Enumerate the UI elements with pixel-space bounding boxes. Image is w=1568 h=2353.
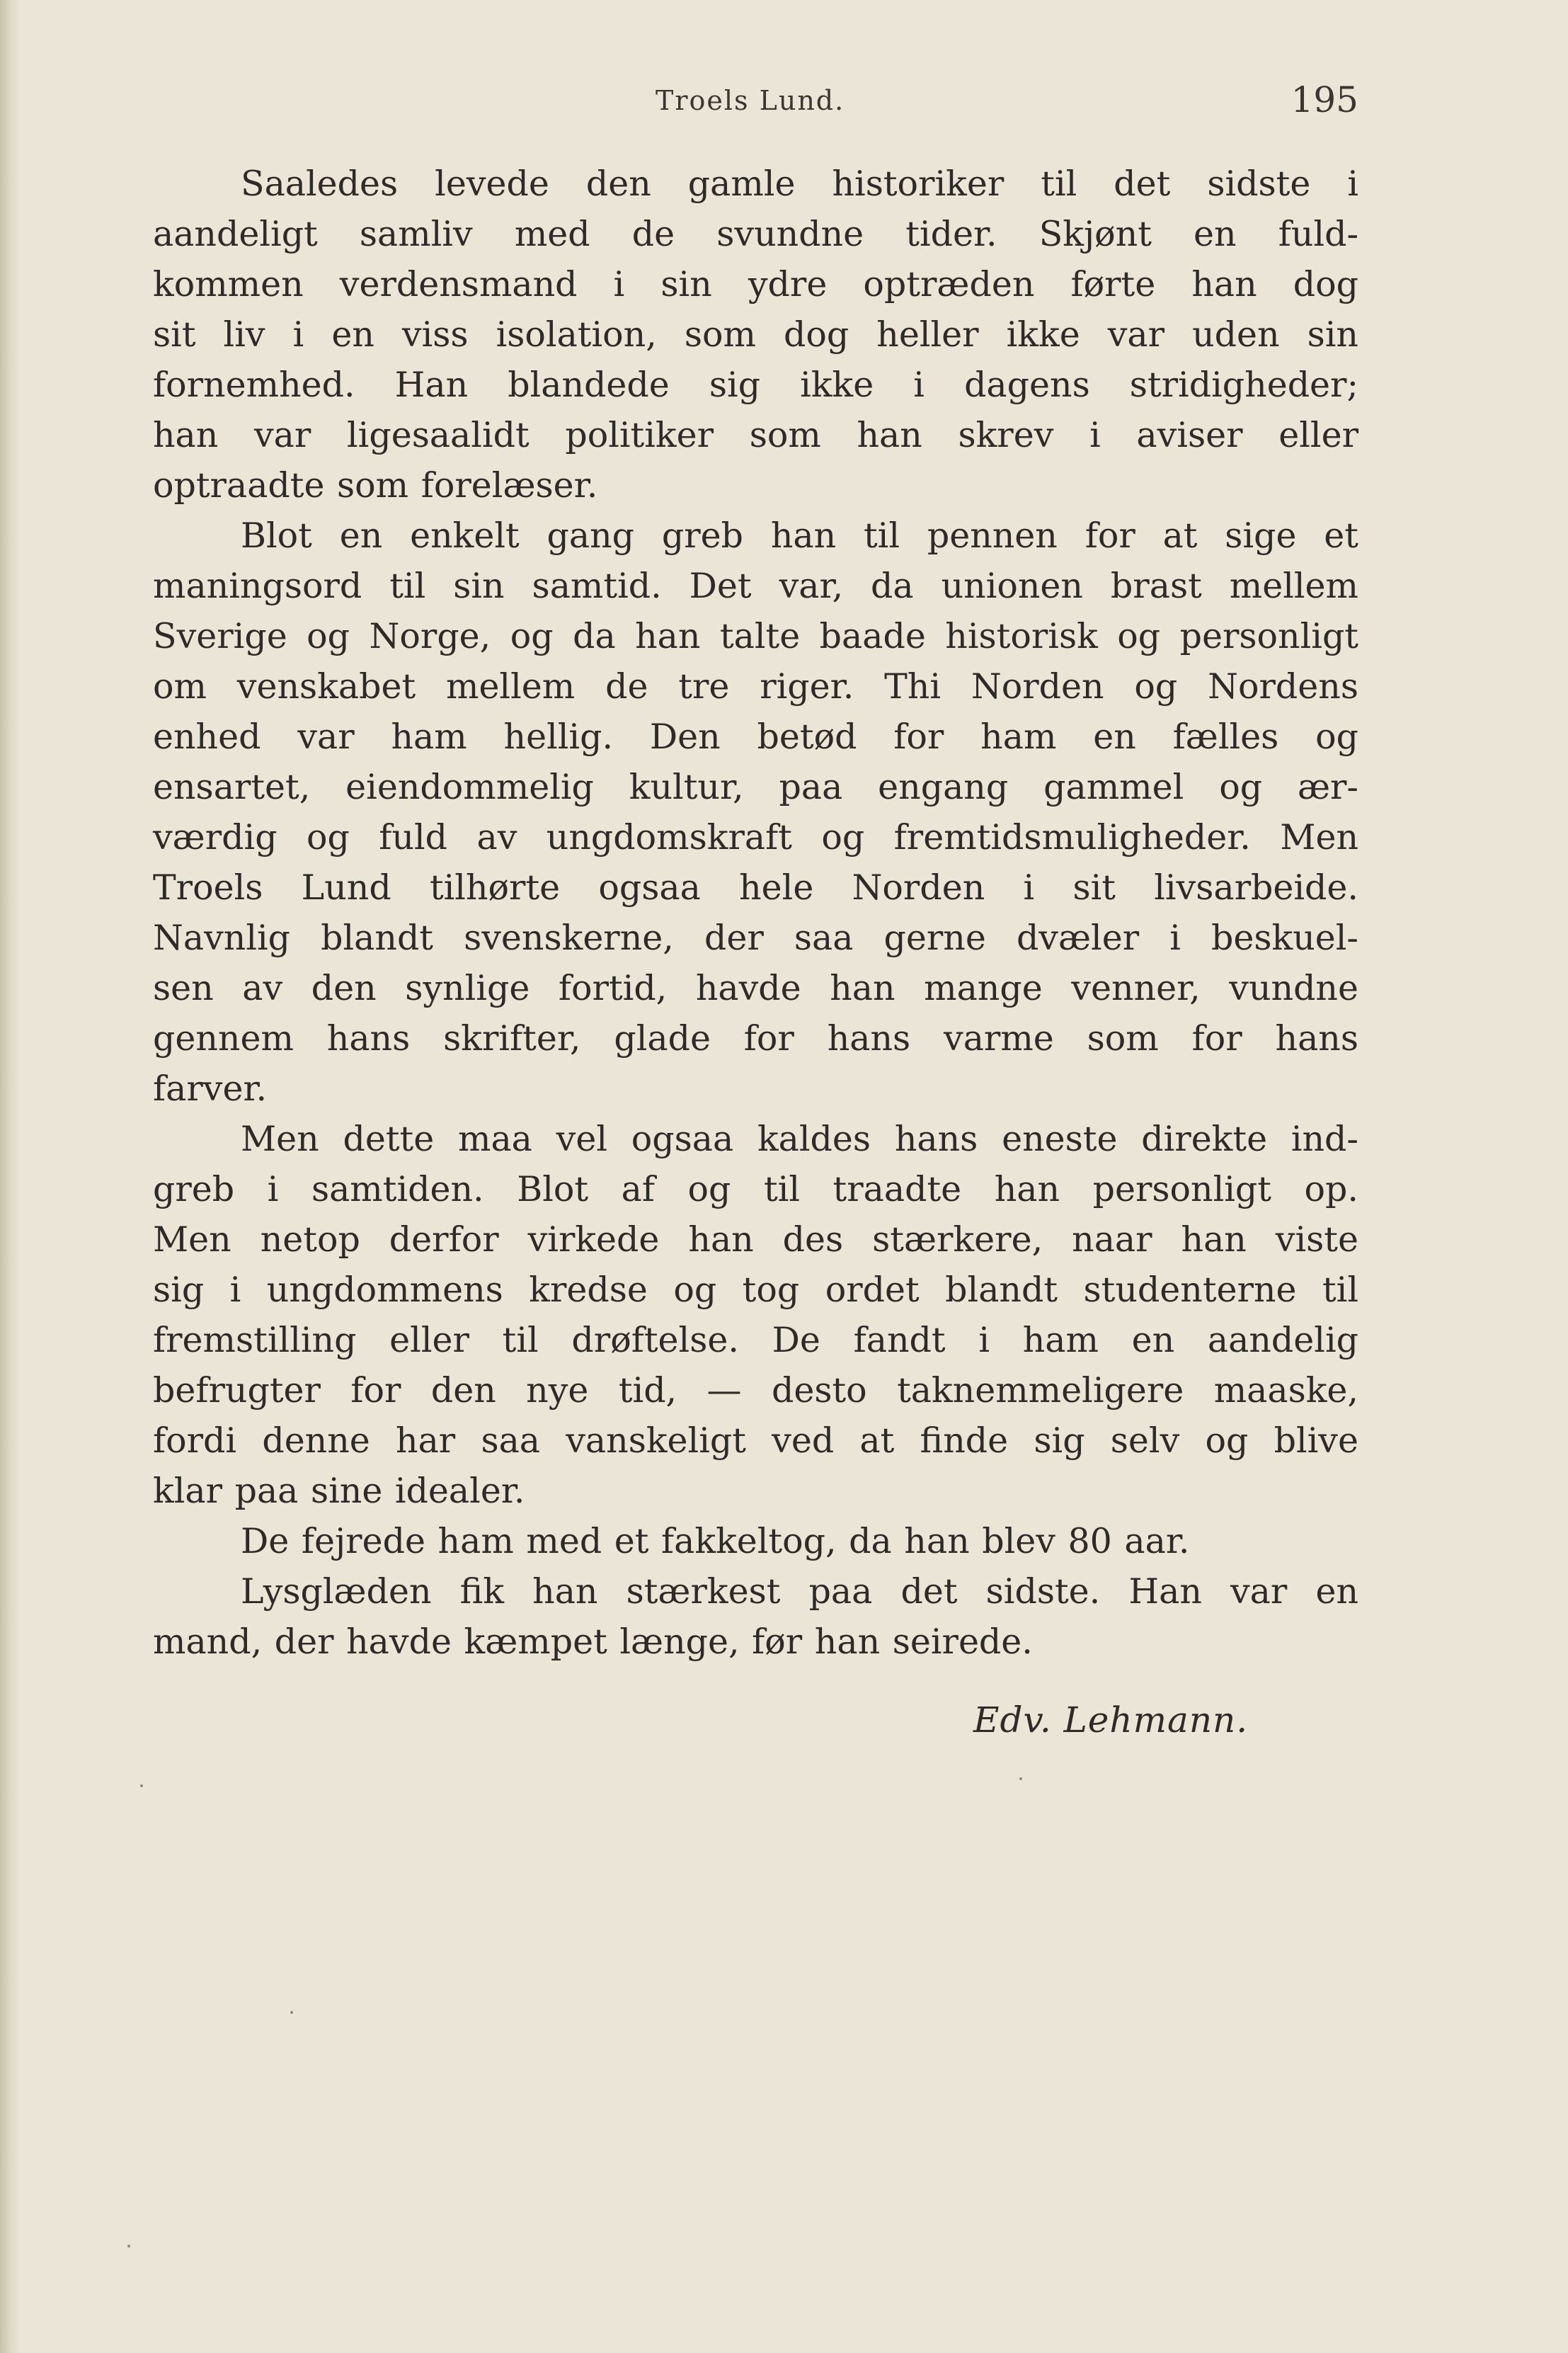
paper-speck [140, 1784, 143, 1787]
text-line: Lysglæden fik han stærkest paa det sidste. Han var en [241, 1571, 1358, 1612]
text-line: maningsord til sin samtid. Det var, da unionen brast mellem [153, 566, 1358, 606]
text-line: fornemhed. Han blandede sig ikke i dagens stridigheder; [153, 365, 1358, 405]
text-line: sen av den synlige fortid, havde han mange venner, vundne [153, 968, 1358, 1008]
text-line: værdig og fuld av ungdomskraft og fremtidsmuligheder. Men [153, 817, 1358, 858]
paragraph [153, 1516, 1358, 1566]
paper-speck [1019, 1777, 1022, 1780]
text-line: fremstilling eller til drøftelse. De fandt i ham en aandelig [153, 1320, 1358, 1360]
paragraph [153, 1114, 1358, 1516]
page-header [153, 79, 1356, 129]
text-line: om venskabet mellem de tre riger. Thi Norden og Nordens [153, 666, 1358, 707]
paragraph [153, 1566, 1358, 1667]
text-line: Saaledes levede den gamle historiker til det sidste i [241, 164, 1358, 204]
text-line: Navnlig blandt svenskerne, der saa gerne dvæler i beskuel- [153, 918, 1358, 958]
text-line: fordi denne har saa vanskeligt ved at finde sig selv og blive [153, 1420, 1358, 1461]
text-line: sig i ungdommens kredse og tog ordet blandt studenterne til [153, 1270, 1358, 1310]
running-title: Troels Lund. [656, 85, 845, 116]
text-line: Men netop derfor virkede han des stærkere, naar han viste [153, 1219, 1358, 1260]
text-line: han var ligesaalidt politiker som han skrev i aviser eller [153, 415, 1358, 455]
text-line: sit liv i en viss isolation, som dog heller ikke var uden sin [153, 314, 1358, 355]
paper-speck [290, 2011, 293, 2014]
text-line: optraadte som forelæser. [153, 465, 598, 506]
text-line: greb i samtiden. Blot af og til traadte han personligt op. [153, 1169, 1358, 1209]
text-line: Troels Lund tilhørte ogsaa hele Norden i sit livsarbeide. [153, 867, 1358, 908]
page-number: 195 [1291, 79, 1358, 120]
text-line: kommen verdensmand i sin ydre optræden førte han dog [153, 264, 1358, 304]
text-line: De fejrede ham med et fakkeltog, da han blev 80 aar. [241, 1521, 1190, 1561]
binding-shadow [0, 0, 20, 2353]
paragraph [153, 511, 1358, 1114]
text-line: mand, der havde kæmpet længe, før han seirede. [153, 1622, 1033, 1662]
paragraph [153, 159, 1358, 511]
text-line: Blot en enkelt gang greb han til pennen for at sige et [241, 515, 1358, 556]
body-text [153, 159, 1358, 1667]
text-line: enhed var ham hellig. Den betød for ham en fælles og [153, 717, 1358, 757]
text-line: ensartet, eiendommelig kultur, paa engang gammel og ær- [153, 767, 1358, 807]
text-line: farver. [153, 1069, 268, 1109]
author-signature: Edv. Lehmann. [973, 1699, 1249, 1740]
text-line: Sverige og Norge, og da han talte baade historisk og personligt [153, 616, 1358, 656]
text-line: aandeligt samliv med de svundne tider. Skjønt en fuld- [153, 214, 1358, 254]
text-line: klar paa sine idealer. [153, 1471, 525, 1511]
paper-speck [127, 2245, 130, 2247]
text-line: befrugter for den nye tid, — desto taknemmeligere maaske, [153, 1370, 1358, 1411]
text-line: gennem hans skrifter, glade for hans varme som for hans [153, 1018, 1358, 1059]
text-line: Men dette maa vel ogsaa kaldes hans eneste direkte ind- [241, 1119, 1358, 1159]
